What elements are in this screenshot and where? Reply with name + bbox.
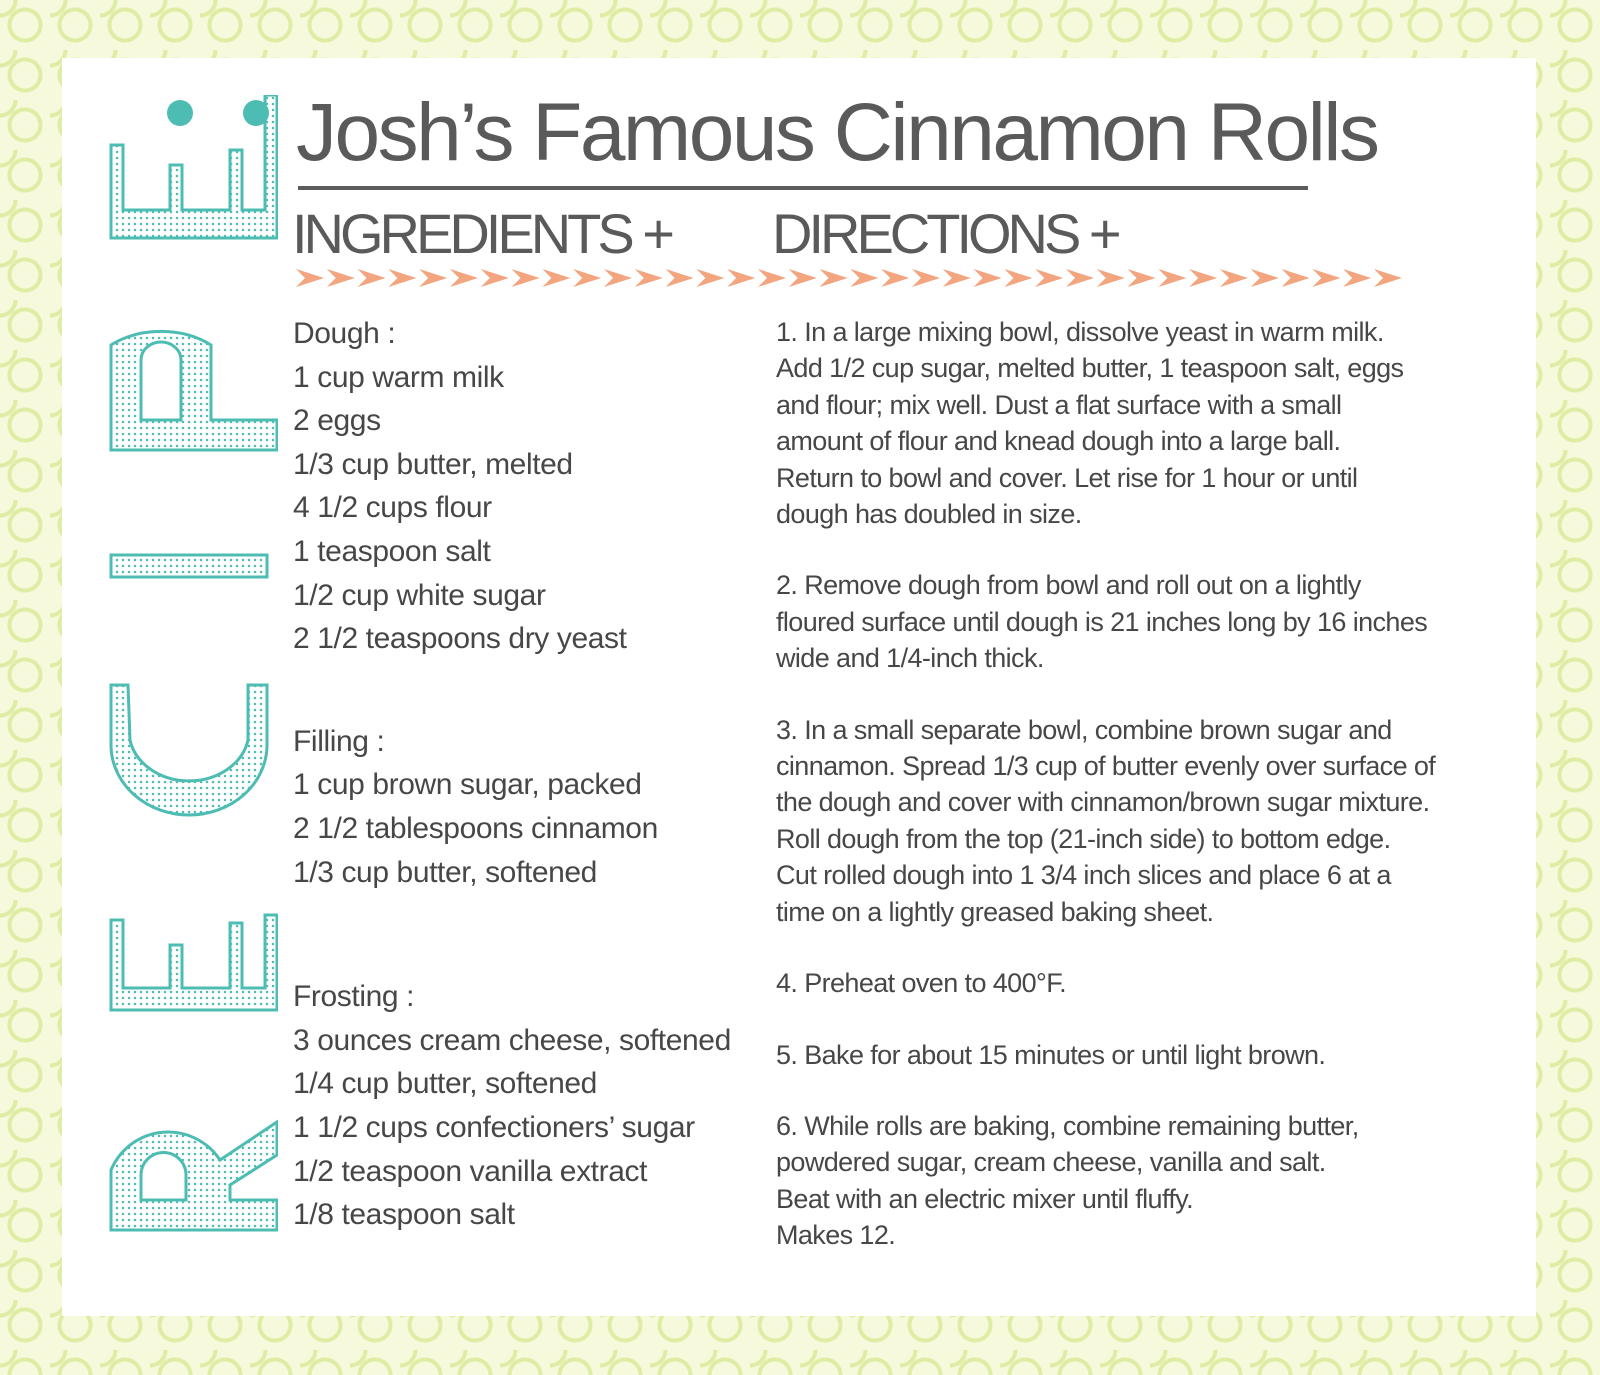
ingredient-item: 1 teaspoon salt: [293, 534, 491, 568]
chevron-arrow-icon: [1158, 269, 1186, 287]
ingredient-item: 4 1/2 cups flour: [293, 491, 492, 525]
recipe-vertical-word: [108, 95, 278, 1255]
ingredients-column: [293, 312, 753, 1237]
dot-right: [243, 100, 269, 126]
chevron-arrow-icon: [358, 269, 386, 287]
direction-step: 5. Bake for about 15 minutes or until light brown.: [776, 1039, 1326, 1070]
letter-p: [111, 331, 277, 450]
ingredient-item: 2 eggs: [293, 404, 381, 438]
chevron-arrow-icon: [635, 269, 663, 287]
ingredient-group-dough: [293, 312, 753, 661]
ingredient-item: 2 1/2 teaspoons dry yeast: [293, 622, 627, 656]
chevron-arrow-icon: [573, 269, 601, 287]
chevron-arrow-icon: [758, 269, 786, 287]
chevron-divider: [296, 268, 1406, 288]
ingredients-heading: INGREDIENTS +: [292, 202, 671, 265]
ingredient-item: 1/2 teaspoon vanilla extract: [293, 1154, 648, 1188]
chevron-arrow-icon: [1004, 269, 1032, 287]
chevron-arrow-icon: [481, 269, 509, 287]
chevron-arrow-icon: [1312, 269, 1340, 287]
direction-step: 3. In a small separate bowl, combine brown sugar and cinnamon. Spread 1/3 cup of butter evenly over surface of the dough and cover with cinnamon/brown sugar mixture. Roll dough from the top (21-inch side) to bottom edge. Cut rolled dough into 1 3/4 inch slices and place 6 at a time on a lightly greased baking sheet.: [776, 714, 1436, 927]
chevron-arrow-icon: [1035, 269, 1063, 287]
chevron-arrow-icon: [974, 269, 1002, 287]
chevron-arrow-icon: [512, 269, 540, 287]
ingredient-group-label: Filling :: [293, 724, 385, 758]
recipe-title: Josh’s Famous Cinnamon Rolls: [296, 87, 1378, 178]
ingredient-group-label: Dough :: [293, 317, 396, 350]
ingredient-group-frosting: [293, 975, 753, 1237]
chevron-arrow-icon: [850, 269, 878, 287]
ingredient-item: 3 ounces cream cheese, softened: [293, 1023, 731, 1057]
chevron-arrow-icon: [912, 269, 940, 287]
chevron-arrow-icon: [1374, 269, 1402, 287]
letter-c: [111, 685, 267, 815]
letter-i: [111, 555, 267, 577]
ingredient-item: 1/3 cup butter, softened: [293, 855, 597, 889]
title-underline: [298, 186, 1308, 190]
chevron-arrow-icon: [1066, 269, 1094, 287]
chevron-arrow-icon: [1251, 269, 1279, 287]
ingredient-item: 1/8 teaspoon salt: [293, 1198, 515, 1232]
chevron-arrow-icon: [604, 269, 632, 287]
ingredient-item: 2 1/2 tablespoons cinnamon: [293, 811, 658, 845]
direction-step: 1. In a large mixing bowl, dissolve yeast in warm milk. Add 1/2 cup sugar, melted butter, 1 teaspoon salt, eggs and flour; mix well. Dust a flat surface with a small amount of flour and knead dough into a large ball. Return to bowl and cover. Let rise for 1 hour or until dough has doubled in size.: [776, 317, 1404, 530]
direction-step: 4. Preheat oven to 400°F.: [776, 968, 1067, 999]
chevron-arrow-icon: [388, 269, 416, 287]
chevron-arrow-icon: [296, 269, 324, 287]
chevron-arrow-icon: [943, 269, 971, 287]
chevron-arrow-icon: [419, 269, 447, 287]
chevron-arrow-icon: [666, 269, 694, 287]
chevron-arrow-icon: [696, 269, 724, 287]
ingredient-item: 1 cup brown sugar, packed: [293, 768, 642, 802]
directions-heading: DIRECTIONS +: [772, 202, 1118, 265]
chevron-arrow-icon: [1128, 269, 1156, 287]
direction-step: 2. Remove dough from bowl and roll out on a lightly floured surface until dough is 21 inches long by 16 inches wide and 1/4-inch thick.: [776, 570, 1428, 674]
chevron-arrow-icon: [450, 269, 478, 287]
ingredient-item: 1 1/2 cups confectioners’ sugar: [293, 1110, 695, 1144]
ingredient-item: 1 cup warm milk: [293, 360, 504, 394]
chevron-arrow-icon: [1343, 269, 1371, 287]
chevron-arrow-icon: [1220, 269, 1248, 287]
ingredient-item: 1/3 cup butter, melted: [293, 447, 573, 481]
ingredient-group-label: Frosting :: [293, 980, 415, 1014]
chevron-arrow-icon: [820, 269, 848, 287]
direction-step: 6. While rolls are baking, combine remaining butter, powdered sugar, cream cheese, vanilla and salt. Beat with an electric mixer until fluffy. Makes 12.: [776, 1110, 1359, 1251]
letter-r: [111, 1122, 277, 1230]
directions-column: [776, 314, 1536, 1289]
chevron-arrow-icon: [542, 269, 570, 287]
letter-e: [111, 915, 277, 1010]
chevron-arrow-icon: [1282, 269, 1310, 287]
chevron-arrow-icon: [1097, 269, 1125, 287]
chevron-arrow-icon: [1189, 269, 1217, 287]
ingredient-group-filling: [293, 720, 753, 894]
ingredient-item: 1/4 cup butter, softened: [293, 1067, 597, 1101]
chevron-arrow-icon: [881, 269, 909, 287]
ingredient-item: 1/2 cup white sugar: [293, 578, 546, 612]
chevron-arrow-icon: [327, 269, 355, 287]
chevron-arrow-icon: [727, 269, 755, 287]
dot-left: [167, 100, 193, 126]
chevron-arrow-icon: [789, 269, 817, 287]
